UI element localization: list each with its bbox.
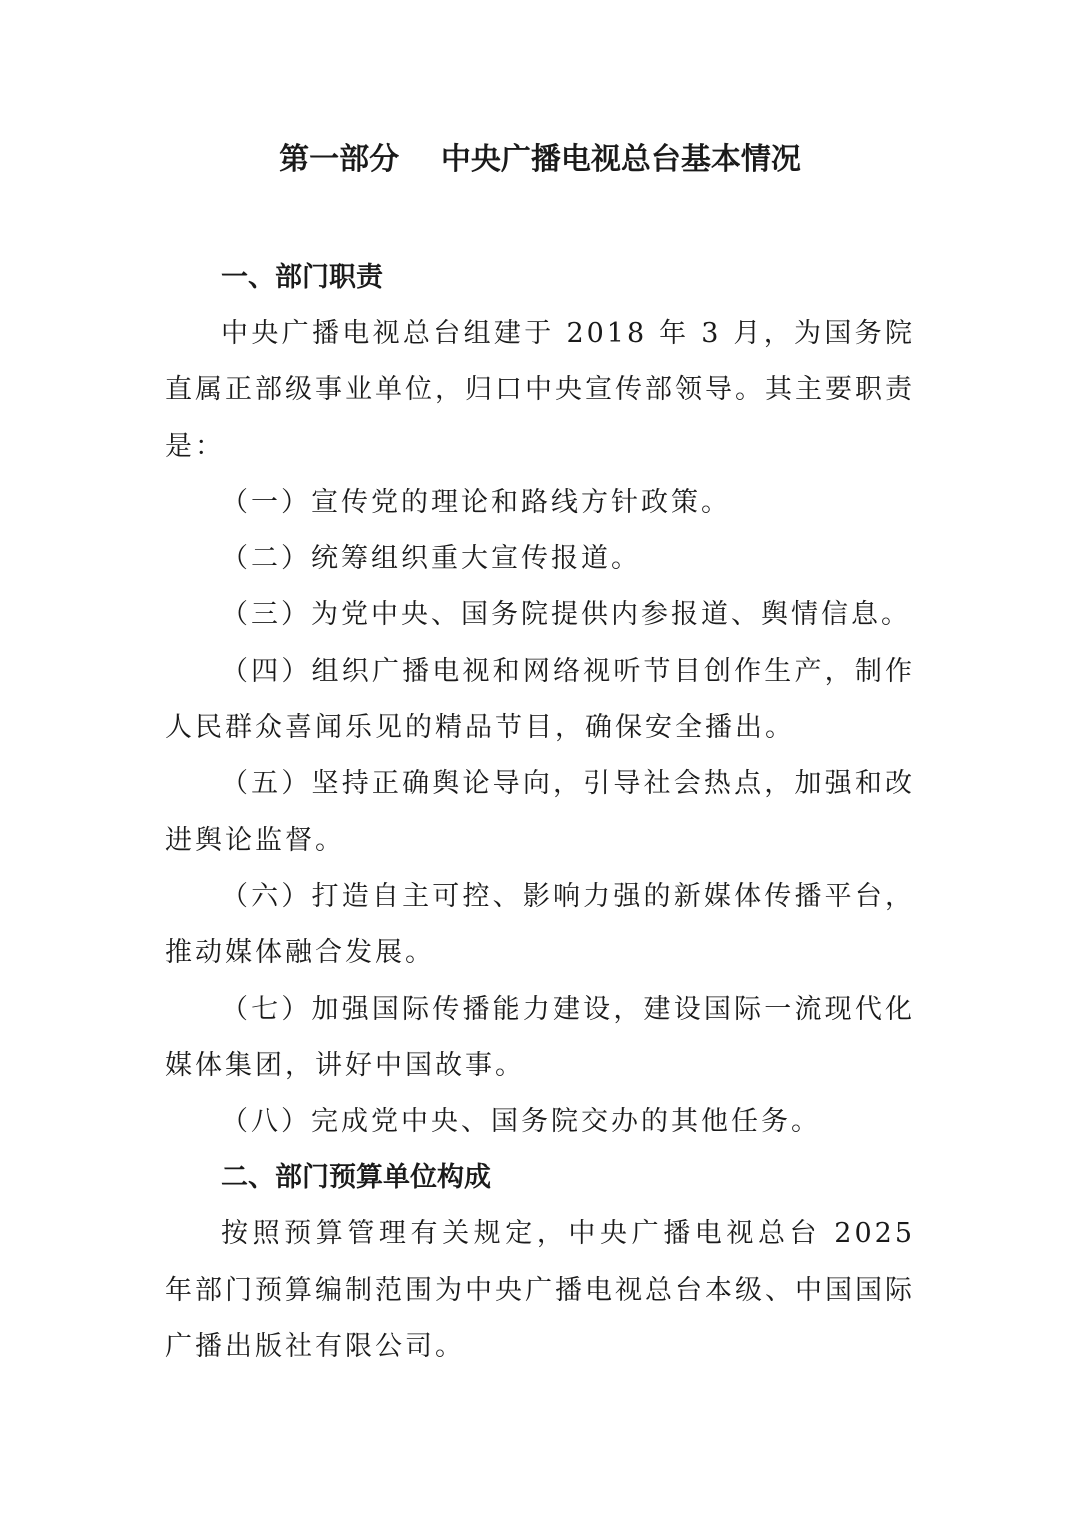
- section-heading-budget-units: 二、部门预算单位构成: [221, 1162, 491, 1194]
- duty-item-7: （七）加强国际传播能力建设，建设国际一流现代化媒体集团，讲好中国故事。: [165, 993, 915, 1081]
- section-heading-duties: 一、部门职责: [221, 262, 383, 293]
- document-body: [165, 250, 915, 1375]
- page-title: 第一部分 中央广播电视总台基本情况: [279, 142, 801, 177]
- duty-item-8: （八）完成党中央、国务院交办的其他任务。: [221, 1106, 821, 1138]
- duty-item-5: （五）坚持正确舆论导向，引导社会热点，加强和改进舆论监督。: [165, 768, 915, 856]
- budget-units-paragraph: 按照预算管理有关规定，中央广播电视总台 2025 年部门预算编制范围为中央广播电视总台本级、中国国际广播出版社有限公司。: [165, 1218, 915, 1363]
- duties-intro-paragraph: 中央广播电视总台组建于 2018 年 3 月，为国务院直属正部级事业单位，归口中央宣传部领导。其主要职责是：: [165, 318, 915, 462]
- duty-item-6: （六）打造自主可控、影响力强的新媒体传播平台，推动媒体融合发展。: [165, 880, 915, 969]
- duty-item-1: （一）宣传党的理论和路线方针政策。: [221, 486, 731, 518]
- duty-item-4: （四）组织广播电视和网络视听节目创作生产，制作人民群众喜闻乐见的精品节目，确保安全播出。: [165, 655, 915, 744]
- duty-item-2: （二）统筹组织重大宣传报道。: [221, 543, 641, 575]
- duty-item-3: （三）为党中央、国务院提供内参报道、舆情信息。: [221, 599, 911, 631]
